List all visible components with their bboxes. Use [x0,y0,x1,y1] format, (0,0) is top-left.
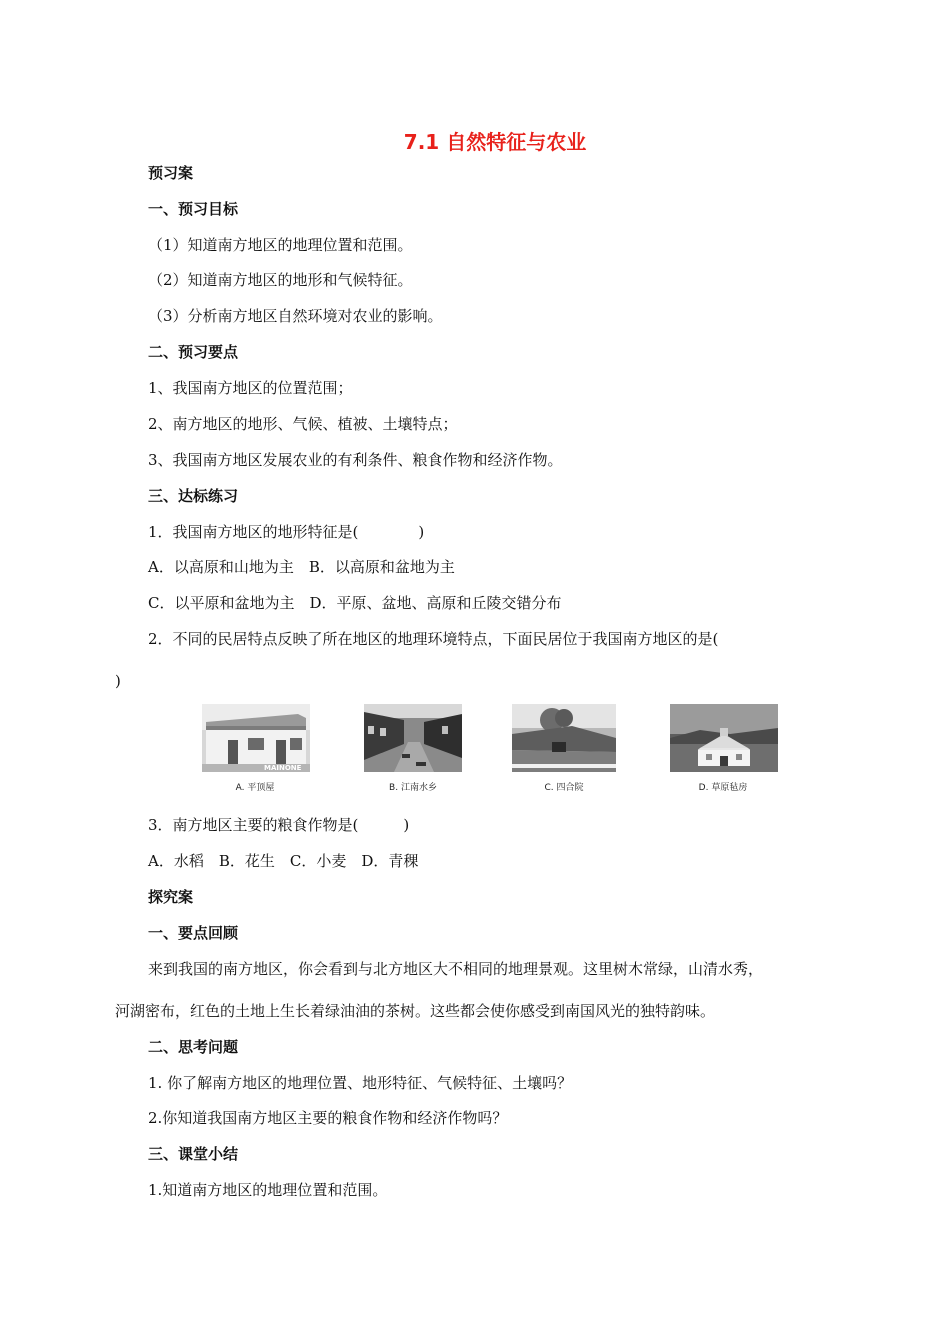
image-caption-a: A. 平顶屋 [235,783,275,793]
questions-heading: 二、思考问题 [148,1038,239,1056]
image-caption-b: B. 江南水乡 [389,783,437,793]
summary-heading: 三、课堂小结 [148,1145,239,1163]
page-title: 7.1 自然特征与农业 [403,130,587,154]
question-2-end: ) [115,672,121,690]
summary-item: 1.知道南方地区的地理位置和范围。 [148,1181,388,1199]
yurt-image [670,704,778,772]
water-town-picture [364,704,462,772]
question-3: 3．南方地区主要的粮食作物是( ) [148,816,410,834]
goal-item: （3）分析南方地区自然环境对农业的影响。 [148,307,443,325]
review-paragraph-line-1: 来到我国的南方地区，你会看到与北方地区大不相同的地理景观。这里树木常绿，山清水秀， [148,960,764,978]
courtyard-house-image [512,704,616,772]
question-1-options-cd: C．以平原和盆地为主 D．平原、盆地、高原和丘陵交错分布 [148,594,562,612]
yurt-picture [670,704,778,772]
question-1-options-ab: A．以高原和山地为主 B．以高原和盆地为主 [148,558,455,576]
goal-item: （1）知道南方地区的地理位置和范围。 [148,236,413,254]
image-caption-c: C. 四合院 [544,783,584,793]
think-question: 1. 你了解南方地区的地理位置、地形特征、气候特征、土壤吗？ [148,1074,573,1092]
practice-heading: 三、达标练习 [148,487,239,505]
review-heading: 一、要点回顾 [148,924,239,942]
flat-roof-house-image [202,704,310,772]
photo-watermark: MAINONE [264,764,302,772]
image-caption-d: D. 草原毡房 [698,783,748,793]
point-item: 2、南方地区的地形、气候、植被、土壤特点； [148,415,458,433]
flat-roof-house-picture [202,704,310,772]
question-2: 2．不同的民居特点反映了所在地区的地理环境特点，下面民居位于我国南方地区的是( [148,630,719,648]
review-paragraph-line-2: 河湖密布，红色的土地上生长着绿油油的茶树。这些都会使你感受到南国风光的独特韵味。 [115,1002,716,1020]
question-3-options: A．水稻 B．花生 C．小麦 D．青稞 [148,852,419,870]
water-town-image [364,704,462,772]
goals-heading: 一、预习目标 [148,200,239,218]
goal-item: （2）知道南方地区的地形和气候特征。 [148,271,413,289]
section-explore-heading: 探究案 [148,888,194,906]
section-preview-heading: 预习案 [148,164,194,182]
point-item: 1、我国南方地区的位置范围； [148,379,353,397]
point-item: 3、我国南方地区发展农业的有利条件、粮食作物和经济作物。 [148,451,563,469]
points-heading: 二、预习要点 [148,343,239,361]
courtyard-house-picture [512,704,616,772]
think-question: 2.你知道我国南方地区主要的粮食作物和经济作物吗？ [148,1109,508,1127]
question-1: 1．我国南方地区的地形特征是( ) [148,523,425,541]
